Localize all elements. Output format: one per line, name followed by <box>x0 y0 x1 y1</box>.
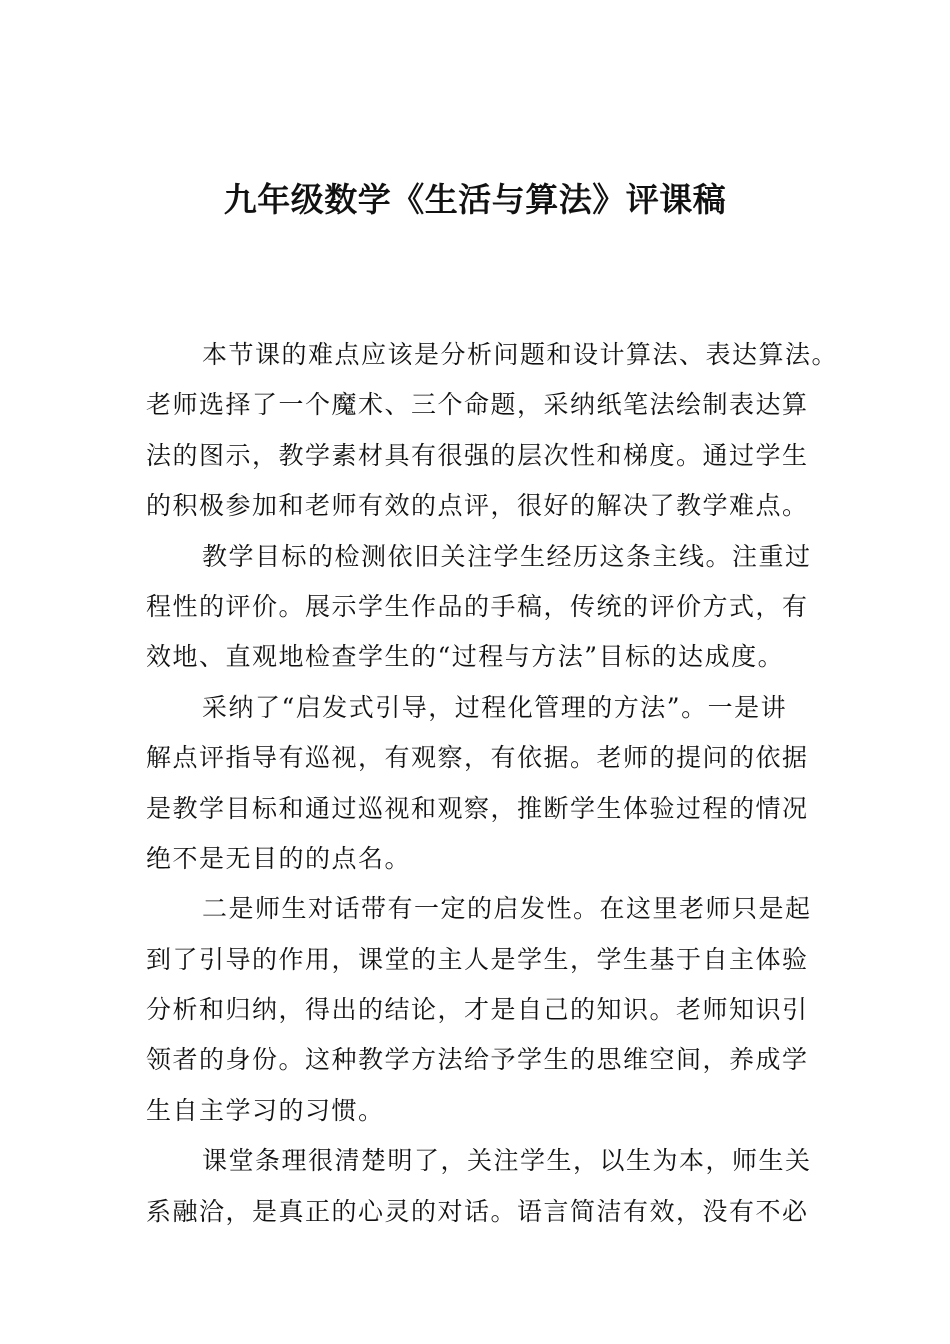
document-body <box>146 330 846 1237</box>
paragraph-line: 程性的评价。展示学生作品的手稿，传统的评价方式，有 <box>146 591 809 621</box>
paragraph-line: 教学目标的检测依旧关注学生经历这条主线。注重过 <box>202 541 812 571</box>
paragraph-line: 是教学目标和通过巡视和观察，推断学生体验过程的情况 <box>146 793 809 823</box>
paragraph-line: 本节课的难点应该是分析问题和设计算法、表达算法。 <box>202 340 839 369</box>
paragraph-line: 老师选择了一个魔术、三个命题，采纳纸笔法绘制表达算 <box>146 390 809 420</box>
paragraph-line: 课堂条理很清楚明了，关注学生，以生为本，师生关 <box>202 1146 812 1176</box>
paragraph-line: 绝不是无目的的点名。 <box>146 843 412 873</box>
paragraph-line: 系融洽，是真正的心灵的对话。语言简洁有效，没有不必 <box>146 1196 809 1226</box>
paragraph-line: 分析和归纳，得出的结论，才是自己的知识。老师知识引 <box>146 995 809 1025</box>
document-title: 九年级数学《生活与算法》评课稿 <box>223 180 727 219</box>
paragraph-line: 领者的身份。这种教学方法给予学生的思维空间，养成学 <box>146 1045 809 1075</box>
paragraph-line: 生自主学习的习惯。 <box>146 1095 385 1125</box>
paragraph-line: 法的图示，教学素材具有很强的层次性和梯度。通过学生 <box>146 440 809 470</box>
paragraph-line: 效地、直观地检查学生的“过程与方法”目标的达成度。 <box>146 642 785 672</box>
paragraph-line: 二是师生对话带有一定的启发性。在这里老师只是起 <box>202 894 812 924</box>
paragraph-line: 采纳了“启发式引导，过程化管理的方法”。一是讲 <box>202 692 788 722</box>
paragraph-line: 到了引导的作用，课堂的主人是学生，学生基于自主体验 <box>146 944 809 974</box>
paragraph-line: 的积极参加和老师有效的点评，很好的解决了教学难点。 <box>146 491 809 521</box>
paragraph-line: 解点评指导有巡视，有观察，有依据。老师的提问的依据 <box>146 743 809 773</box>
